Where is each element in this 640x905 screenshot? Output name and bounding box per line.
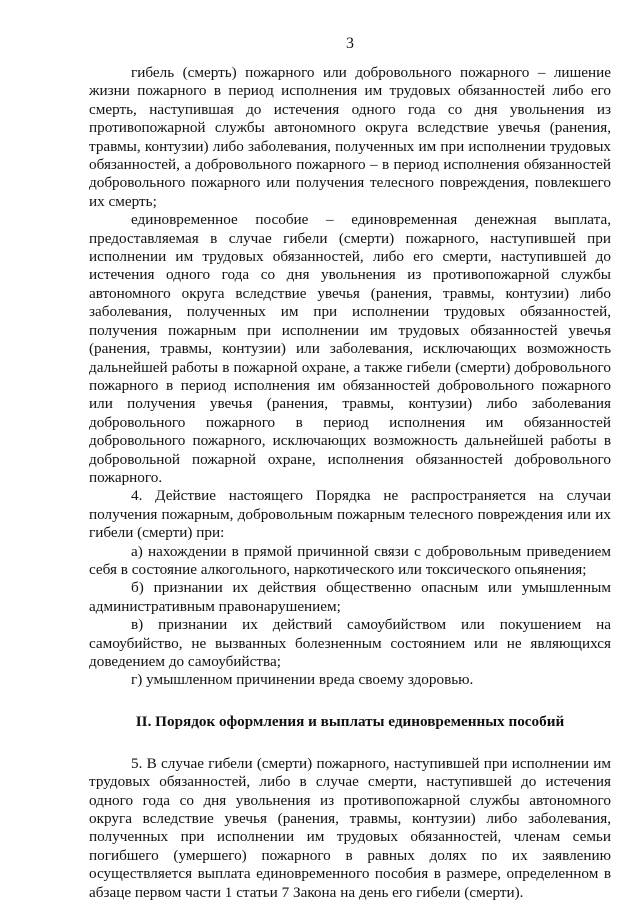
page-number: 3	[346, 35, 354, 52]
section-heading: II. Порядок оформления и выплаты единовременных пособий	[135, 712, 565, 730]
paragraph-subitem-b: б) признании их действия общественно опасным или умышленным административным правонарушением;	[89, 579, 611, 615]
paragraph-subitem-a: а) нахождении в прямой причинной связи с добровольным приведением себя в состояние алкогольного, наркотического или токсического опьянения;	[89, 542, 611, 578]
paragraph-item-4: 4. Действие настоящего Порядка не распространяется на случаи получения пожарным, добровольным пожарным телесного повреждения или их гибели (смерти) при:	[89, 487, 611, 542]
paragraph-subitem-v: в) признании их действий самоубийством или покушением на самоубийство, не вызванных болезненным состоянием или не являющихся доведением до самоубийства;	[89, 616, 611, 670]
document-page	[89, 34, 611, 902]
paragraph-definition-death: гибель (смерть) пожарного или добровольного пожарного – лишение жизни пожарного в период исполнения им трудовых обязанностей либо его смерть, наступившая до истечения одного года со дня увольнения из противопожарной службы автономного округа вследствие увечья (ранения, травмы, контузии) либо заболевания, полученных им при исполнении трудовых обязанностей, а добровольного пожарного – в период исполнения обязанностей добровольного пожарного или получения телесного повреждения, повлекшего их смерть;	[89, 64, 611, 210]
paragraph-item-5: 5. В случае гибели (смерти) пожарного, наступившей при исполнении им трудовых обязанностей, либо в случае смерти, наступившей до истечения одного года со дня увольнения из противопожарной службы автономного округа вследствие увечья (ранения, травмы, контузии) либо заболевания, полученных при исполнении им трудовых обязанностей, членам семьи погибшего (умершего) пожарного в равных долях по их заявлению осуществляется выплата единовременного пособия в размере, определенном в абзаце первом части 1 статьи 7 Закона на день его гибели (смерти).	[89, 754, 611, 901]
paragraph-subitem-g: г) умышленном причинении вреда своему здоровью.	[131, 671, 474, 689]
paragraph-definition-allowance: единовременное пособие – единовременная денежная выплата, предоставляемая в случае гибели (смерти) пожарного, наступившей при исполнении им трудовых обязанностей, либо его смерти, наступившей до истечения одного года со дня увольнения из противопожарной службы автономного округа вследствие увечья (ранения, травмы, контузии) либо заболевания, полученных им при исполнении трудовых обязанностей, получения пожарным при исполнении им трудовых обязанностей увечья (ранения, травмы, контузии) или заболевания, исключающих возможность дальнейшей работы в пожарной охране, а также гибели (смерти) добровольного пожарного в период исполнения им обязанностей добровольного пожарного или получения увечья (ранения, травмы, контузии) либо заболевания добровольного пожарного в период исполнения им обязанностей добровольного пожарного, исключающих возможность дальнейшей работы в добровольной пожарной охране, исполнения обязанностей добровольного пожарного.	[89, 211, 611, 486]
